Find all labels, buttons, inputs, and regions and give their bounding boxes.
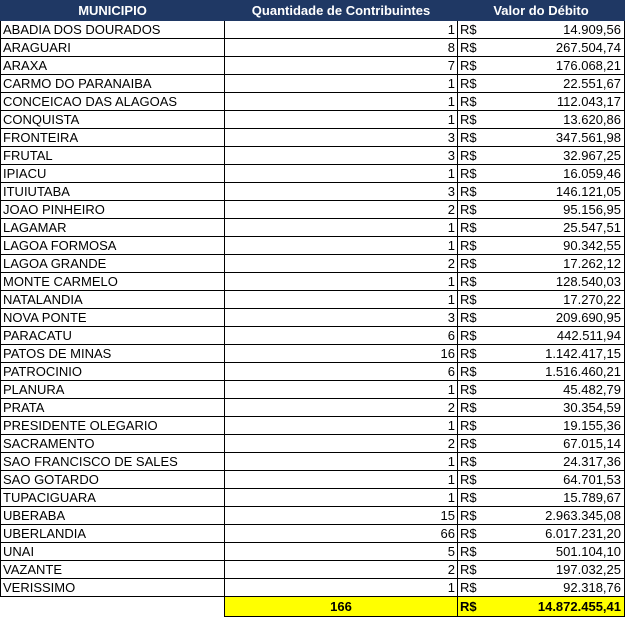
quantidade-cell: 1 xyxy=(225,273,458,291)
table-row xyxy=(1,381,625,399)
valor-cell: 442.511,94 xyxy=(485,327,625,345)
quantidade-cell: 1 xyxy=(225,291,458,309)
valor-cell: 2.963.345,08 xyxy=(485,507,625,525)
quantidade-cell: 3 xyxy=(225,183,458,201)
municipio-cell: TUPACIGUARA xyxy=(1,489,225,507)
moeda-cell: R$ xyxy=(458,561,485,579)
table-row xyxy=(1,399,625,417)
municipio-cell: FRONTEIRA xyxy=(1,129,225,147)
moeda-cell: R$ xyxy=(458,489,485,507)
municipio-cell: ARAXA xyxy=(1,57,225,75)
moeda-cell: R$ xyxy=(458,219,485,237)
quantidade-cell: 1 xyxy=(225,579,458,597)
municipio-cell: NATALANDIA xyxy=(1,291,225,309)
quantidade-cell: 8 xyxy=(225,39,458,57)
table-row xyxy=(1,273,625,291)
moeda-cell: R$ xyxy=(458,93,485,111)
municipio-cell: VERISSIMO xyxy=(1,579,225,597)
quantidade-cell: 16 xyxy=(225,345,458,363)
moeda-cell: R$ xyxy=(458,363,485,381)
table-row xyxy=(1,255,625,273)
valor-cell: 17.262,12 xyxy=(485,255,625,273)
moeda-cell: R$ xyxy=(458,327,485,345)
table-row xyxy=(1,39,625,57)
municipio-cell: MONTE CARMELO xyxy=(1,273,225,291)
table-row xyxy=(1,183,625,201)
table-row xyxy=(1,93,625,111)
moeda-cell: R$ xyxy=(458,111,485,129)
table-row xyxy=(1,75,625,93)
moeda-cell: R$ xyxy=(458,543,485,561)
municipio-cell: CONCEICAO DAS ALAGOAS xyxy=(1,93,225,111)
valor-cell: 347.561,98 xyxy=(485,129,625,147)
quantidade-cell: 1 xyxy=(225,237,458,255)
table-row xyxy=(1,489,625,507)
moeda-cell: R$ xyxy=(458,75,485,93)
quantidade-cell: 1 xyxy=(225,489,458,507)
table-row xyxy=(1,219,625,237)
header-row xyxy=(1,1,625,21)
valor-cell: 176.068,21 xyxy=(485,57,625,75)
valor-cell: 95.156,95 xyxy=(485,201,625,219)
municipio-cell: PATOS DE MINAS xyxy=(1,345,225,363)
municipio-cell: JOAO PINHEIRO xyxy=(1,201,225,219)
table-row xyxy=(1,525,625,543)
moeda-cell: R$ xyxy=(458,255,485,273)
table-row xyxy=(1,237,625,255)
valor-cell: 1.142.417,15 xyxy=(485,345,625,363)
valor-cell: 90.342,55 xyxy=(485,237,625,255)
valor-cell: 15.789,67 xyxy=(485,489,625,507)
moeda-cell: R$ xyxy=(458,417,485,435)
municipio-cell: SAO GOTARDO xyxy=(1,471,225,489)
table-row xyxy=(1,201,625,219)
quantidade-cell: 1 xyxy=(225,417,458,435)
moeda-cell: R$ xyxy=(458,309,485,327)
municipio-cell: FRUTAL xyxy=(1,147,225,165)
municipio-cell: ABADIA DOS DOURADOS xyxy=(1,21,225,39)
moeda-cell: R$ xyxy=(458,129,485,147)
total-blank-cell xyxy=(1,597,225,617)
moeda-cell: R$ xyxy=(458,273,485,291)
valor-cell: 16.059,46 xyxy=(485,165,625,183)
valor-cell: 45.482,79 xyxy=(485,381,625,399)
moeda-cell: R$ xyxy=(458,147,485,165)
moeda-cell: R$ xyxy=(458,57,485,75)
municipio-cell: SACRAMENTO xyxy=(1,435,225,453)
quantidade-cell: 7 xyxy=(225,57,458,75)
table-row xyxy=(1,435,625,453)
table-row xyxy=(1,417,625,435)
valor-cell: 32.967,25 xyxy=(485,147,625,165)
valor-cell: 17.270,22 xyxy=(485,291,625,309)
table-row xyxy=(1,291,625,309)
valor-cell: 24.317,36 xyxy=(485,453,625,471)
municipio-cell: PLANURA xyxy=(1,381,225,399)
moeda-cell: R$ xyxy=(458,165,485,183)
header-quantidade: Quantidade de Contribuintes xyxy=(225,1,458,21)
quantidade-cell: 2 xyxy=(225,561,458,579)
total-quantidade: 166 xyxy=(225,597,458,617)
moeda-cell: R$ xyxy=(458,345,485,363)
quantidade-cell: 1 xyxy=(225,21,458,39)
municipio-cell: ARAGUARI xyxy=(1,39,225,57)
moeda-cell: R$ xyxy=(458,381,485,399)
valor-cell: 128.540,03 xyxy=(485,273,625,291)
municipio-cell: ITUIUTABA xyxy=(1,183,225,201)
table-row xyxy=(1,111,625,129)
quantidade-cell: 1 xyxy=(225,219,458,237)
quantidade-cell: 3 xyxy=(225,309,458,327)
municipio-cell: UNAI xyxy=(1,543,225,561)
quantidade-cell: 15 xyxy=(225,507,458,525)
total-row xyxy=(1,597,625,617)
quantidade-cell: 6 xyxy=(225,363,458,381)
table-row xyxy=(1,21,625,39)
moeda-cell: R$ xyxy=(458,399,485,417)
valor-cell: 209.690,95 xyxy=(485,309,625,327)
quantidade-cell: 2 xyxy=(225,201,458,219)
valor-cell: 13.620,86 xyxy=(485,111,625,129)
moeda-cell: R$ xyxy=(458,201,485,219)
table-row xyxy=(1,507,625,525)
moeda-cell: R$ xyxy=(458,525,485,543)
table-row xyxy=(1,57,625,75)
table-row xyxy=(1,309,625,327)
valor-cell: 64.701,53 xyxy=(485,471,625,489)
table-row xyxy=(1,363,625,381)
quantidade-cell: 1 xyxy=(225,111,458,129)
valor-cell: 67.015,14 xyxy=(485,435,625,453)
municipio-cell: LAGOA GRANDE xyxy=(1,255,225,273)
moeda-cell: R$ xyxy=(458,183,485,201)
municipio-cell: IPIACU xyxy=(1,165,225,183)
table-row xyxy=(1,147,625,165)
municipio-cell: PRATA xyxy=(1,399,225,417)
quantidade-cell: 2 xyxy=(225,255,458,273)
quantidade-cell: 3 xyxy=(225,147,458,165)
table-row xyxy=(1,561,625,579)
quantidade-cell: 6 xyxy=(225,327,458,345)
municipio-cell: PRESIDENTE OLEGARIO xyxy=(1,417,225,435)
moeda-cell: R$ xyxy=(458,453,485,471)
quantidade-cell: 3 xyxy=(225,129,458,147)
municipio-cell: CONQUISTA xyxy=(1,111,225,129)
moeda-cell: R$ xyxy=(458,39,485,57)
quantidade-cell: 66 xyxy=(225,525,458,543)
table-row xyxy=(1,345,625,363)
valor-cell: 25.547,51 xyxy=(485,219,625,237)
moeda-cell: R$ xyxy=(458,507,485,525)
valor-cell: 1.516.460,21 xyxy=(485,363,625,381)
quantidade-cell: 1 xyxy=(225,93,458,111)
municipio-cell: UBERLANDIA xyxy=(1,525,225,543)
valor-cell: 267.504,74 xyxy=(485,39,625,57)
valor-cell: 14.909,56 xyxy=(485,21,625,39)
table-row xyxy=(1,543,625,561)
quantidade-cell: 1 xyxy=(225,453,458,471)
total-moeda: R$ xyxy=(458,597,485,617)
quantidade-cell: 1 xyxy=(225,381,458,399)
header-municipio: MUNICIPIO xyxy=(1,1,225,21)
moeda-cell: R$ xyxy=(458,291,485,309)
table-row xyxy=(1,579,625,597)
quantidade-cell: 1 xyxy=(225,165,458,183)
table-row xyxy=(1,327,625,345)
valor-cell: 112.043,17 xyxy=(485,93,625,111)
moeda-cell: R$ xyxy=(458,21,485,39)
municipio-cell: PATROCINIO xyxy=(1,363,225,381)
moeda-cell: R$ xyxy=(458,471,485,489)
municipio-cell: NOVA PONTE xyxy=(1,309,225,327)
municipio-cell: VAZANTE xyxy=(1,561,225,579)
table-row xyxy=(1,453,625,471)
valor-cell: 146.121,05 xyxy=(485,183,625,201)
valor-cell: 22.551,67 xyxy=(485,75,625,93)
municipio-cell: SAO FRANCISCO DE SALES xyxy=(1,453,225,471)
moeda-cell: R$ xyxy=(458,579,485,597)
municipio-cell: UBERABA xyxy=(1,507,225,525)
moeda-cell: R$ xyxy=(458,435,485,453)
valor-cell: 6.017.231,20 xyxy=(485,525,625,543)
valor-cell: 30.354,59 xyxy=(485,399,625,417)
moeda-cell: R$ xyxy=(458,237,485,255)
header-valor: Valor do Débito xyxy=(458,1,625,21)
municipio-cell: LAGOA FORMOSA xyxy=(1,237,225,255)
valor-cell: 501.104,10 xyxy=(485,543,625,561)
table-row xyxy=(1,165,625,183)
quantidade-cell: 2 xyxy=(225,399,458,417)
municipio-cell: CARMO DO PARANAIBA xyxy=(1,75,225,93)
quantidade-cell: 5 xyxy=(225,543,458,561)
total-valor: 14.872.455,41 xyxy=(485,597,625,617)
municipio-cell: LAGAMAR xyxy=(1,219,225,237)
valor-cell: 92.318,76 xyxy=(485,579,625,597)
valor-cell: 197.032,25 xyxy=(485,561,625,579)
quantidade-cell: 2 xyxy=(225,435,458,453)
quantidade-cell: 1 xyxy=(225,75,458,93)
quantidade-cell: 1 xyxy=(225,471,458,489)
municipio-cell: PARACATU xyxy=(1,327,225,345)
table-row xyxy=(1,129,625,147)
valor-cell: 19.155,36 xyxy=(485,417,625,435)
table-row xyxy=(1,471,625,489)
